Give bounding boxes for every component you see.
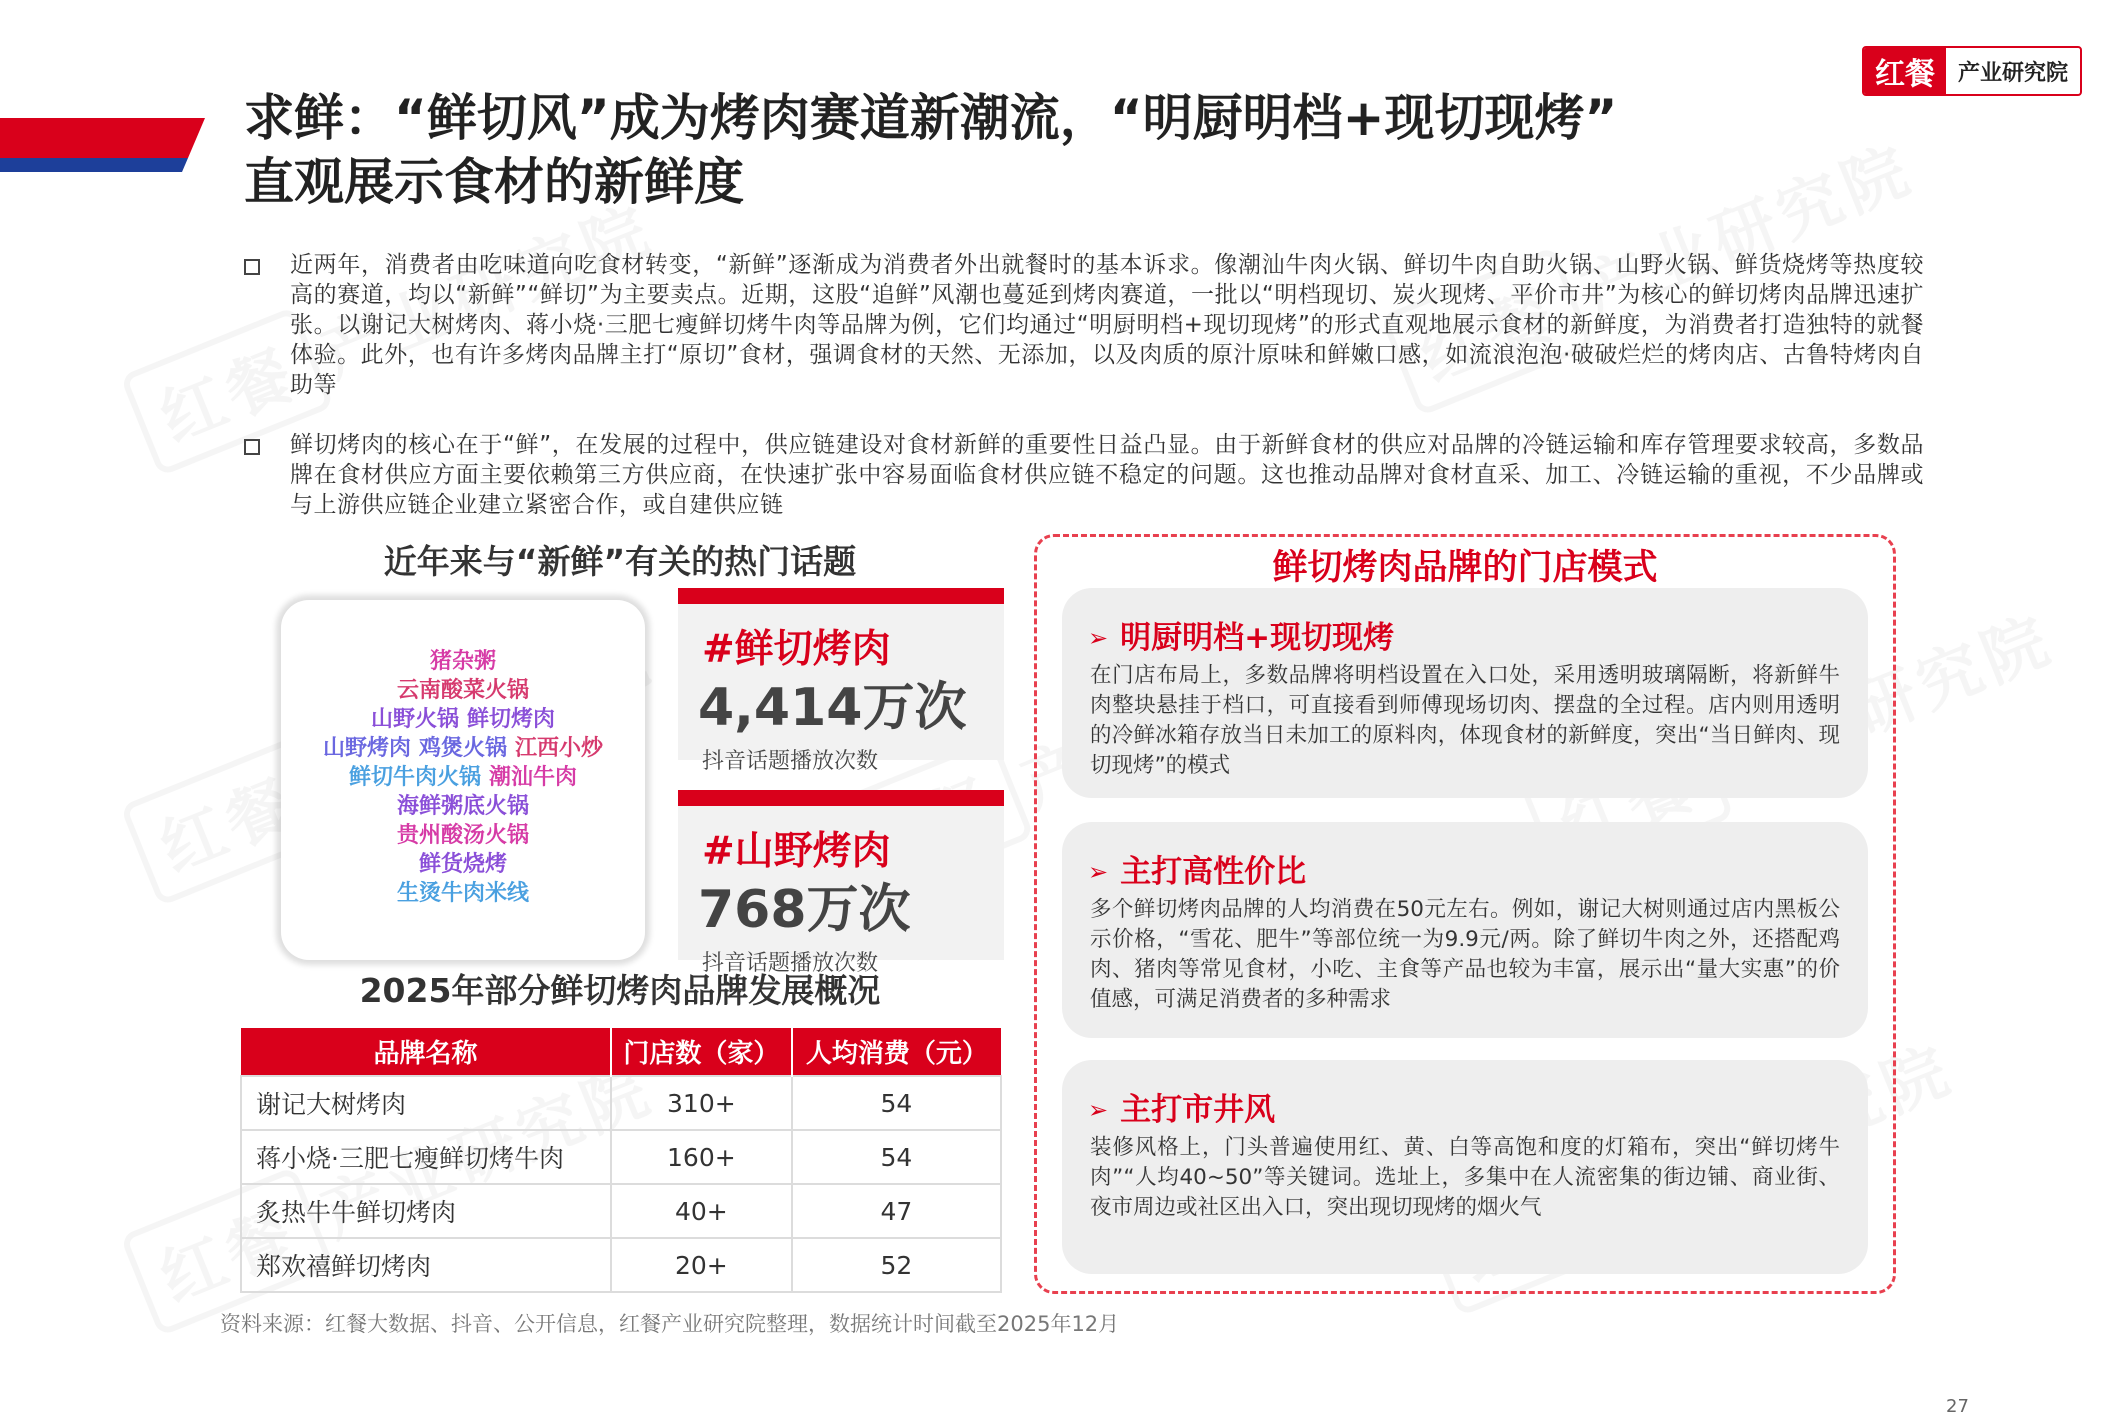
stat-value: 4,414万次 bbox=[698, 678, 967, 738]
table-header-row bbox=[241, 1028, 1001, 1076]
word-cloud-row bbox=[281, 648, 645, 676]
word-cloud-row bbox=[281, 764, 645, 792]
word-cloud-term: 潮汕牛肉 bbox=[489, 765, 578, 790]
avg-spend-cell: 47 bbox=[792, 1184, 1001, 1238]
avg-spend-cell: 52 bbox=[792, 1238, 1001, 1292]
store-count-cell: 160+ bbox=[611, 1130, 792, 1184]
table-header-cell: 门店数（家） bbox=[611, 1028, 792, 1076]
table-row bbox=[241, 1238, 1001, 1292]
arrow-right-icon: ➢ bbox=[1088, 1096, 1109, 1124]
logo-mark: 红餐 bbox=[1864, 48, 1946, 94]
topic-word-cloud bbox=[281, 600, 645, 960]
brands-table-heading: 2025年部分鲜切烤肉品牌发展概况 bbox=[359, 971, 881, 1010]
brand-name-cell: 郑欢禧鲜切烤肉 bbox=[241, 1238, 611, 1292]
store-mode-card bbox=[1062, 822, 1868, 1038]
brand-name-cell: 蒋小烧·三肥七瘦鲜切烤牛肉 bbox=[241, 1130, 611, 1184]
word-cloud-term: 山野火锅 bbox=[370, 707, 459, 732]
store-mode-title bbox=[1088, 846, 1868, 891]
store-mode-title-text: 主打市井风 bbox=[1120, 1092, 1276, 1128]
page-title-line1: 求鲜：“鲜切风”成为烤肉赛道新潮流，“明厨明档+现切现烤” bbox=[244, 89, 1618, 147]
stat-hashtag: #鲜切烤肉 bbox=[702, 627, 891, 672]
bullet-square-icon bbox=[244, 259, 260, 275]
topic-stat-card bbox=[678, 588, 1004, 774]
bullet-paragraph bbox=[244, 430, 1924, 520]
store-mode-card bbox=[1062, 588, 1868, 798]
word-cloud-term: 贵州酸汤火锅 bbox=[396, 823, 529, 848]
word-cloud-term: 鲜货烧烤 bbox=[418, 852, 507, 877]
table-row bbox=[241, 1076, 1001, 1130]
word-cloud-term: 海鲜粥底火锅 bbox=[396, 794, 529, 819]
brands-table bbox=[240, 1028, 1002, 1293]
stat-label: 抖音话题播放次数 bbox=[702, 749, 879, 774]
store-count-cell: 20+ bbox=[611, 1238, 792, 1292]
page-number: 27 bbox=[1946, 1396, 1969, 1417]
store-mode-body: 装修风格上，门头普遍使用红、黄、白等高饱和度的灯箱布，突出“鲜切烤牛肉”“人均40~50”等关键词。选址上，多集中在人流密集的街边铺、商业街、夜市周边或社区出入口，突出现切现烤的烟火气 bbox=[1090, 1135, 1840, 1220]
table-header-cell: 人均消费（元） bbox=[792, 1028, 1001, 1076]
arrow-right-icon: ➢ bbox=[1088, 624, 1109, 652]
logo-text: 产业研究院 bbox=[1957, 60, 2068, 86]
store-count-cell: 40+ bbox=[611, 1184, 792, 1238]
brand-name-cell: 炙热牛牛鲜切烤肉 bbox=[241, 1184, 611, 1238]
store-modes-heading: 鲜切烤肉品牌的门店模式 bbox=[1272, 548, 1658, 588]
stat-value: 768万次 bbox=[698, 880, 911, 940]
store-mode-card bbox=[1062, 1060, 1868, 1274]
store-mode-title-text: 明厨明档+现切现烤 bbox=[1120, 620, 1395, 656]
word-cloud-row bbox=[281, 880, 645, 908]
title-ribbon bbox=[0, 118, 210, 178]
store-count-cell: 310+ bbox=[611, 1076, 792, 1130]
brand-name-cell: 谢记大树烤肉 bbox=[241, 1076, 611, 1130]
stat-accent-bar bbox=[678, 588, 1004, 604]
table-row bbox=[241, 1184, 1001, 1238]
word-cloud-term: 鲜切烤肉 bbox=[467, 707, 556, 732]
store-mode-body: 在门店布局上，多数品牌将明档设置在入口处，采用透明玻璃隔断，将新鲜牛肉整块悬挂于档口，可直接看到师傅现场切肉、摆盘的全过程。店内则用透明的冷鲜冰箱存放当日未加工的原料肉，体现食材的新鲜度，突出“当日鲜肉、现切现烤”的模式 bbox=[1090, 663, 1840, 778]
word-cloud-row bbox=[281, 677, 645, 705]
avg-spend-cell: 54 bbox=[792, 1130, 1001, 1184]
word-cloud-term: 生烫牛肉米线 bbox=[396, 881, 529, 906]
word-cloud-term: 鸡煲火锅 bbox=[418, 736, 507, 761]
word-cloud-term: 江西小炒 bbox=[515, 736, 604, 761]
table-header-cell: 品牌名称 bbox=[241, 1028, 611, 1076]
stat-accent-bar bbox=[678, 790, 1004, 806]
word-cloud-row bbox=[281, 851, 645, 879]
topics-heading: 近年来与“新鲜”有关的热门话题 bbox=[383, 542, 857, 581]
word-cloud-row bbox=[281, 822, 645, 850]
bullet-paragraph bbox=[244, 250, 1924, 400]
word-cloud-term: 猪杂粥 bbox=[429, 649, 496, 674]
page-title-line2: 直观展示食材的新鲜度 bbox=[244, 153, 744, 211]
word-cloud-term: 鲜切牛肉火锅 bbox=[348, 765, 481, 790]
word-cloud-term: 山野烤肉 bbox=[322, 736, 411, 761]
word-cloud-row bbox=[281, 793, 645, 821]
word-cloud-row bbox=[281, 706, 645, 734]
word-cloud-row bbox=[281, 735, 645, 763]
store-mode-title-text: 主打高性价比 bbox=[1120, 854, 1307, 890]
store-mode-body: 多个鲜切烤肉品牌的人均消费在50元左右。例如，谢记大树则通过店内黑板公示价格，“雪花、肥牛”等部位统一为9.9元/两。除了鲜切牛肉之外，还搭配鸡肉、猪肉等常见食材，小吃、主食等产品也较为丰富，展示出“量大实惠”的价值感，可满足消费者的多种需求 bbox=[1090, 897, 1840, 1012]
bullet-text: 近两年，消费者由吃味道向吃食材转变，“新鲜”逐渐成为消费者外出就餐时的基本诉求。像潮汕牛肉火锅、鲜切牛肉自助火锅、山野火锅、鲜货烧烤等热度较高的赛道，均以“新鲜”“鲜切”为主要卖点。近期，这股“追鲜”风潮也蔓延到烤肉赛道，一批以“明档现切、炭火现烤、平价市井”为核心的鲜切烤肉品牌迅速扩张。以谢记大树烤肉、蒋小烧·三肥七瘦鲜切烤牛肉等品牌为例，它们均通过“明厨明档+现切现烤”的形式直观地展示食材的新鲜度，为消费者打造独特的就餐体验。此外，也有许多烤肉品牌主打“原切”食材，强调食材的天然、无添加，以及肉质的原汁原味和鲜嫩口感，如流浪泡泡·破破烂烂的烤肉店、古鲁特烤肉自助等 bbox=[290, 252, 1924, 398]
table-row bbox=[241, 1130, 1001, 1184]
page-title bbox=[244, 86, 1884, 214]
word-cloud-term: 云南酸菜火锅 bbox=[396, 678, 529, 703]
stat-hashtag: #山野烤肉 bbox=[702, 829, 891, 874]
bullet-text: 鲜切烤肉的核心在于“鲜”，在发展的过程中，供应链建设对食材新鲜的重要性日益凸显。由于新鲜食材的供应对品牌的冷链运输和库存管理要求较高，多数品牌在食材供应方面主要依赖第三方供应商，在快速扩张中容易面临食材供应链不稳定的问题。这也推动品牌对食材直采、加工、冷链运输的重视，不少品牌或与上游供应链企业建立紧密合作，或自建供应链 bbox=[290, 432, 1924, 518]
store-mode-title bbox=[1088, 612, 1868, 657]
bullet-square-icon bbox=[244, 439, 260, 455]
store-mode-title bbox=[1088, 1084, 1868, 1129]
brand-logo bbox=[1862, 46, 2082, 96]
arrow-right-icon: ➢ bbox=[1088, 858, 1109, 886]
source-note: 资料来源：红餐大数据、抖音、公开信息，红餐产业研究院整理，数据统计时间截至2025年12月 bbox=[220, 1312, 1120, 1336]
stat-label: 抖音话题播放次数 bbox=[702, 951, 879, 976]
topic-stat-card bbox=[678, 790, 1004, 976]
avg-spend-cell: 54 bbox=[792, 1076, 1001, 1130]
